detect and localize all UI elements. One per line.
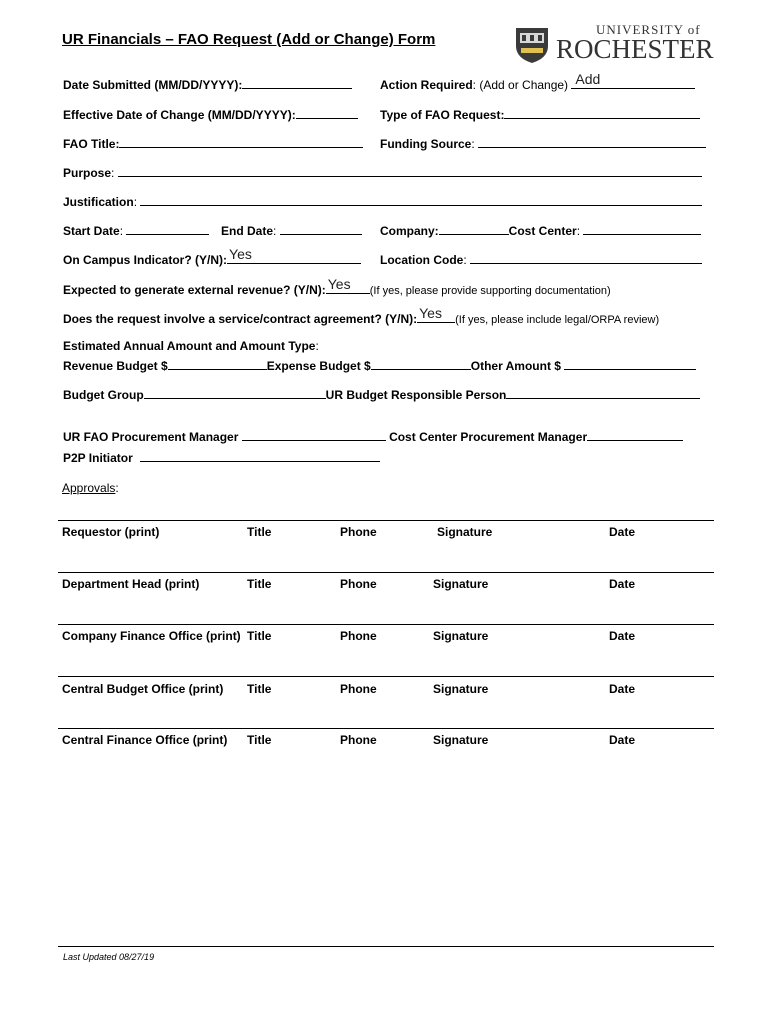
approvals-divider	[58, 676, 714, 677]
purpose-colon: :	[111, 166, 115, 180]
university-logo	[514, 22, 714, 64]
external-revenue-input[interactable]	[326, 276, 370, 294]
page-title: UR Financials – FAO Request (Add or Change) Form	[62, 31, 436, 48]
company-field[interactable]	[380, 222, 701, 238]
revenue-budget-label: Revenue Budget $	[63, 359, 168, 373]
end-date-colon: :	[273, 224, 277, 238]
approval-col-date: Date	[609, 577, 636, 591]
company-label: Company:	[380, 224, 439, 238]
location-code-input[interactable]	[470, 251, 702, 264]
approval-col-signature: Signature	[433, 733, 489, 747]
approvals-label: Approvals	[62, 481, 116, 495]
external-revenue-value: Yes	[327, 276, 351, 292]
other-amount-input[interactable]	[564, 357, 696, 370]
approval-col-phone: Phone	[340, 525, 377, 539]
estimated-annual-heading	[63, 339, 319, 353]
location-code-colon: :	[463, 253, 467, 267]
other-amount-label: Other Amount $	[470, 359, 561, 373]
purpose-field[interactable]	[63, 164, 702, 180]
funding-source-colon: :	[471, 137, 475, 151]
start-date-label: Start Date	[63, 224, 120, 238]
effective-date-label: Effective Date of Change (MM/DD/YYYY):	[63, 108, 296, 122]
fao-procurement-input[interactable]	[242, 428, 386, 441]
external-revenue-field[interactable]	[63, 276, 611, 297]
p2p-initiator-field[interactable]	[63, 449, 380, 465]
external-revenue-label: Expected to generate external revenue? (Y/N):	[63, 283, 326, 297]
approval-col-phone: Phone	[340, 577, 377, 591]
justification-colon: :	[133, 195, 138, 209]
budget-group-label: Budget Group	[63, 388, 144, 402]
budget-group-input[interactable]	[144, 386, 326, 399]
start-date-field[interactable]	[63, 222, 209, 238]
effective-date-field[interactable]	[63, 106, 358, 122]
on-campus-field[interactable]	[63, 246, 361, 267]
approval-col-title: Title	[247, 525, 272, 539]
action-required-input[interactable]	[571, 71, 695, 89]
estimated-annual-colon: :	[315, 339, 319, 353]
funding-source-input[interactable]	[478, 135, 706, 148]
action-required-value: Add	[575, 71, 601, 87]
approvals-divider	[58, 572, 714, 573]
justification-field[interactable]	[63, 193, 702, 209]
on-campus-label: On Campus Indicator? (Y/N):	[63, 253, 228, 267]
footer-divider	[58, 946, 714, 947]
approval-col-signature: Signature	[433, 629, 489, 643]
approval-col-title: Title	[247, 577, 272, 591]
fao-title-input[interactable]	[119, 135, 363, 148]
approval-col-signature: Signature	[437, 525, 493, 539]
type-request-field[interactable]	[380, 106, 700, 122]
approval-col-signature: Signature	[433, 577, 489, 591]
approval-col-title: Title	[247, 682, 272, 696]
logo-rochester-text: ROCHESTER	[556, 34, 714, 64]
funding-source-field[interactable]	[380, 135, 706, 151]
approvals-divider	[58, 520, 714, 521]
date-submitted-label: Date Submitted (MM/DD/YYYY):	[63, 78, 243, 92]
expense-budget-label: Expense Budget $	[266, 359, 371, 373]
end-date-label: End Date	[221, 224, 274, 238]
approval-col-title: Title	[247, 733, 272, 747]
fao-procurement-label: UR FAO Procurement Manager	[63, 430, 239, 444]
justification-input[interactable]	[140, 193, 702, 206]
budget-amounts-row[interactable]	[63, 357, 696, 373]
approval-row-label: Department Head (print)	[62, 577, 200, 591]
approvals-colon: :	[115, 481, 119, 495]
location-code-label: Location Code	[380, 253, 464, 267]
expense-budget-input[interactable]	[371, 357, 471, 370]
company-input[interactable]	[439, 222, 509, 235]
start-date-input[interactable]	[126, 222, 209, 235]
approval-col-date: Date	[609, 682, 636, 696]
estimated-annual-label: Estimated Annual Amount and Amount Type	[63, 339, 316, 353]
approvals-divider	[58, 728, 714, 729]
service-agreement-label: Does the request involve a service/contract agreement? (Y/N):	[63, 312, 418, 326]
effective-date-input[interactable]	[296, 106, 358, 119]
approval-row-label: Central Budget Office (print)	[62, 682, 224, 696]
approval-col-date: Date	[609, 629, 636, 643]
cost-center-input[interactable]	[583, 222, 701, 235]
service-agreement-note: (If yes, please include legal/ORPA review)	[455, 314, 660, 326]
approval-col-phone: Phone	[340, 629, 377, 643]
service-agreement-value: Yes	[419, 305, 442, 321]
ur-budget-person-input[interactable]	[506, 386, 700, 399]
date-submitted-field[interactable]	[63, 76, 352, 92]
ur-budget-person-label: UR Budget Responsible Person	[325, 388, 507, 402]
approval-col-date: Date	[609, 525, 636, 539]
approval-col-signature: Signature	[433, 682, 489, 696]
cc-procurement-label: Cost Center Procurement Manager	[389, 430, 588, 444]
approval-col-title: Title	[247, 629, 272, 643]
approval-col-date: Date	[609, 733, 636, 747]
approval-row-label: Company Finance Office (print)	[62, 629, 241, 643]
location-code-field[interactable]	[380, 251, 702, 267]
on-campus-value: Yes	[229, 246, 252, 262]
purpose-label: Purpose	[63, 166, 112, 180]
cost-center-label: Cost Center	[508, 224, 577, 238]
cc-procurement-input[interactable]	[587, 428, 683, 441]
date-submitted-input[interactable]	[242, 76, 352, 89]
service-agreement-field[interactable]	[63, 305, 660, 326]
p2p-initiator-input[interactable]	[140, 449, 380, 462]
budget-group-row[interactable]	[63, 386, 700, 402]
service-agreement-input[interactable]	[417, 305, 455, 323]
fao-title-field[interactable]	[63, 135, 363, 151]
start-date-colon: :	[119, 224, 124, 238]
on-campus-input[interactable]	[227, 246, 361, 264]
p2p-initiator-label: P2P Initiator	[63, 451, 133, 465]
cost-center-colon: :	[576, 224, 581, 238]
approvals-divider	[58, 624, 714, 625]
funding-source-label: Funding Source	[380, 137, 472, 151]
approval-col-phone: Phone	[340, 682, 377, 696]
action-required-hint: : (Add or Change)	[472, 78, 569, 92]
logo-university-text: UNIVERSITY of	[596, 22, 701, 37]
action-required-label: Action Required	[380, 78, 473, 92]
approval-col-phone: Phone	[340, 733, 377, 747]
approvals-heading	[62, 481, 119, 495]
end-date-field[interactable]	[221, 222, 362, 238]
justification-label: Justification	[63, 195, 134, 209]
revenue-budget-input[interactable]	[168, 357, 267, 370]
type-request-input[interactable]	[504, 106, 700, 119]
type-request-label: Type of FAO Request:	[380, 108, 505, 122]
approval-row-label: Requestor (print)	[62, 525, 160, 539]
end-date-input[interactable]	[280, 222, 362, 235]
university-seal-icon	[514, 24, 550, 64]
purpose-input[interactable]	[118, 164, 702, 177]
last-updated-text: Last Updated 08/27/19	[63, 952, 155, 962]
approval-row-label: Central Finance Office (print)	[62, 733, 228, 747]
action-required-field[interactable]	[380, 71, 695, 92]
external-revenue-note: (If yes, please provide supporting documentation)	[369, 285, 611, 297]
procurement-row[interactable]	[63, 428, 683, 444]
fao-title-label: FAO Title:	[63, 137, 120, 151]
